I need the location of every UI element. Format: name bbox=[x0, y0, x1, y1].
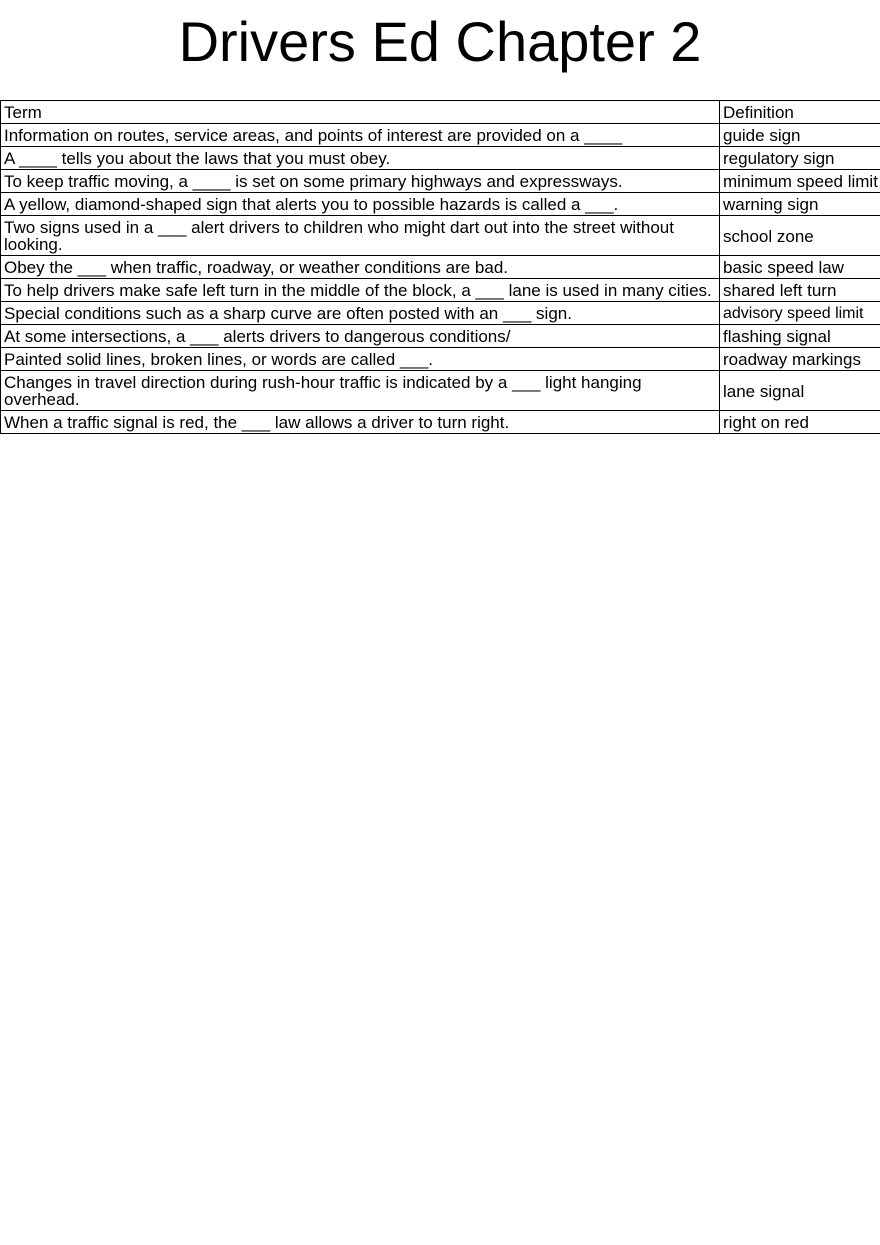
table-row bbox=[1, 216, 880, 256]
definition-cell: flashing signal bbox=[720, 325, 880, 348]
definition-cell: minimum speed limit bbox=[720, 170, 880, 193]
definition-cell: roadway markings bbox=[720, 348, 880, 371]
definition-cell: warning sign bbox=[720, 193, 880, 216]
term-cell: Two signs used in a ___ alert drivers to children who might dart out into the street without looking. bbox=[1, 216, 720, 256]
term-cell: Obey the ___ when traffic, roadway, or weather conditions are bad. bbox=[1, 256, 720, 279]
table-row bbox=[1, 147, 880, 170]
term-cell: A ____ tells you about the laws that you must obey. bbox=[1, 147, 720, 170]
table-row bbox=[1, 124, 880, 147]
table-header-row bbox=[1, 101, 880, 124]
definition-cell: school zone bbox=[720, 216, 880, 256]
vocabulary-table bbox=[0, 100, 880, 434]
term-cell: Changes in travel direction during rush-hour traffic is indicated by a ___ light hanging overhead. bbox=[1, 371, 720, 411]
definition-cell: basic speed law bbox=[720, 256, 880, 279]
table-row bbox=[1, 170, 880, 193]
table-row bbox=[1, 371, 880, 411]
term-cell: Painted solid lines, broken lines, or words are called ___. bbox=[1, 348, 720, 371]
definition-column-header: Definition bbox=[720, 101, 880, 124]
definition-cell: shared left turn bbox=[720, 279, 880, 302]
definition-cell: lane signal bbox=[720, 371, 880, 411]
table-row bbox=[1, 193, 880, 216]
term-cell: Special conditions such as a sharp curve are often posted with an ___ sign. bbox=[1, 302, 720, 325]
table-row bbox=[1, 302, 880, 325]
term-cell: To help drivers make safe left turn in the middle of the block, a ___ lane is used in many cities. bbox=[1, 279, 720, 302]
table-row bbox=[1, 279, 880, 302]
term-cell: At some intersections, a ___ alerts drivers to dangerous conditions/ bbox=[1, 325, 720, 348]
page-title: Drivers Ed Chapter 2 bbox=[178, 10, 702, 73]
term-cell: Information on routes, service areas, and points of interest are provided on a ____ bbox=[1, 124, 720, 147]
term-cell: A yellow, diamond-shaped sign that alerts you to possible hazards is called a ___. bbox=[1, 193, 720, 216]
table-row bbox=[1, 348, 880, 371]
term-column-header: Term bbox=[1, 101, 720, 124]
term-cell: When a traffic signal is red, the ___ law allows a driver to turn right. bbox=[1, 411, 720, 434]
table-row bbox=[1, 411, 880, 434]
definition-cell: regulatory sign bbox=[720, 147, 880, 170]
table-row bbox=[1, 325, 880, 348]
term-cell: To keep traffic moving, a ____ is set on some primary highways and expressways. bbox=[1, 170, 720, 193]
definition-cell: advisory speed limit bbox=[720, 302, 880, 325]
table-row bbox=[1, 256, 880, 279]
definition-cell: guide sign bbox=[720, 124, 880, 147]
definition-cell: right on red bbox=[720, 411, 880, 434]
